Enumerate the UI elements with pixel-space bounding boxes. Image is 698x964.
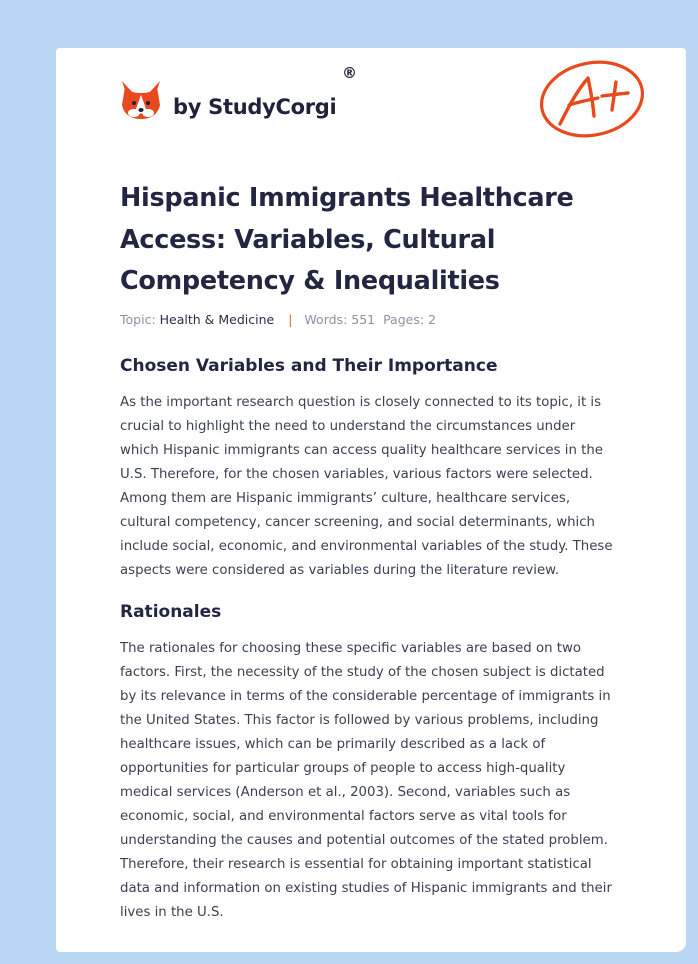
words-count: 551 xyxy=(351,312,376,327)
meta-separator: | xyxy=(288,312,293,327)
paragraph-line: factors. First, the necessity of the study of the chosen subject is dictated xyxy=(120,665,605,680)
paragraph-line: Therefore, their research is essential for obtaining important statistical xyxy=(120,857,592,872)
topic-link[interactable]: Health & Medicine xyxy=(159,312,275,327)
paragraph-line: include social, economic, and environmental variables of the study. These xyxy=(120,539,613,554)
corgi-logo-icon xyxy=(120,77,162,123)
section-paragraph xyxy=(120,391,640,583)
section-heading: Chosen Variables and Their Importance xyxy=(120,356,498,376)
paragraph-line: opportunities for particular groups of people to access high-quality xyxy=(120,761,566,776)
paragraph-line: As the important research question is closely connected to its topic, it is xyxy=(120,395,602,410)
registered-mark: ® xyxy=(342,64,357,82)
paragraph-line: Among them are Hispanic immigrants’ culture, healthcare services, xyxy=(120,491,571,506)
document-title xyxy=(120,178,630,303)
pages-label: Pages: xyxy=(383,312,425,327)
paragraph-line: healthcare issues, which can be primarily described as a lack of xyxy=(120,737,546,752)
paragraph-line: data and information on existing studies of Hispanic immigrants and their xyxy=(120,881,612,896)
paragraph-line: aspects were considered as variables during the literature review. xyxy=(120,563,560,578)
paragraph-line: the United States. This factor is followed by various problems, including xyxy=(120,713,599,728)
paragraph-line: by its relevance in terms of the considerable percentage of immigrants in xyxy=(120,689,611,704)
document-card xyxy=(56,48,686,952)
a-plus-grade-stamp xyxy=(536,58,648,140)
paragraph-line: U.S. Therefore, for the chosen variables, various factors were selected. xyxy=(120,467,593,482)
paragraph-line: The rationales for choosing these specific variables are based on two xyxy=(120,641,581,656)
paragraph-line: crucial to highlight the need to understand the circumstances under xyxy=(120,419,576,434)
paragraph-line: medical services (Anderson et al., 2003). Second, variables such as xyxy=(120,785,571,800)
document-title-line: Competency & Inequalities xyxy=(120,266,500,296)
topic-label: Topic: xyxy=(120,312,156,327)
paragraph-line: understanding the causes and potential outcomes of the stated problem. xyxy=(120,833,608,848)
words-label: Words: xyxy=(304,312,348,327)
pages-count: 2 xyxy=(428,312,437,327)
paragraph-line: which Hispanic immigrants can access quality healthcare services in the xyxy=(120,443,603,458)
brand-logo-link[interactable] xyxy=(120,76,336,124)
paragraph-line: cultural competency, cancer screening, and social determinants, which xyxy=(120,515,595,530)
section-heading: Rationales xyxy=(120,602,222,622)
document-title-line: Hispanic Immigrants Healthcare xyxy=(120,183,574,213)
paragraph-line: lives in the U.S. xyxy=(120,905,224,920)
document-meta xyxy=(120,311,436,329)
document-title-line: Access: Variables, Cultural xyxy=(120,224,496,255)
section-paragraph xyxy=(120,637,640,925)
paragraph-line: economic, social, and environmental factors serve as vital tools for xyxy=(120,809,567,824)
brand-name: by StudyCorgi xyxy=(173,95,337,119)
